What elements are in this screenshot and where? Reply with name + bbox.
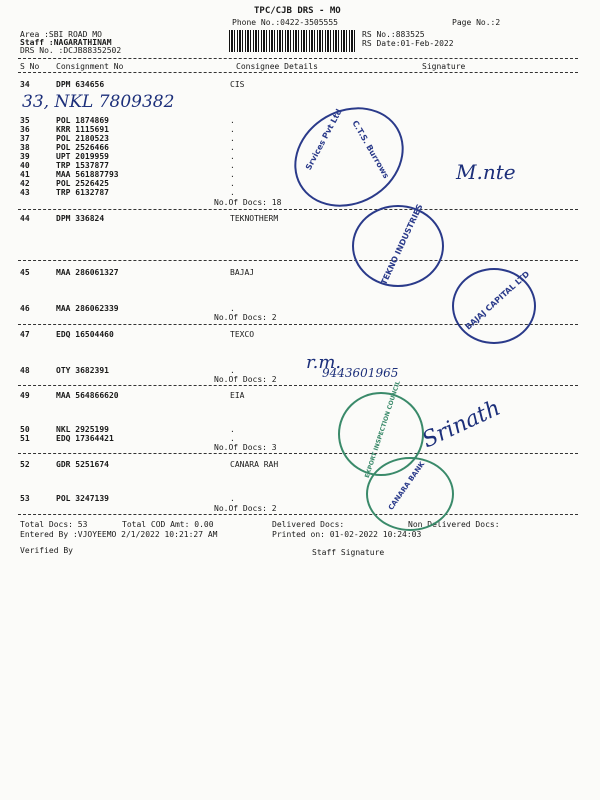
row-consignment: UPT 2019959 xyxy=(56,152,109,161)
barcode xyxy=(229,30,357,52)
row-consignment: TRP 1537877 xyxy=(56,161,109,170)
row-sno: 34 xyxy=(20,80,30,89)
signature: M.nte xyxy=(456,160,516,184)
row-sno: 38 xyxy=(20,143,30,152)
row-consignment: POL 2526466 xyxy=(56,143,109,152)
row-consignment: TRP 6132787 xyxy=(56,188,109,197)
document-title: TPC/CJB DRS - MO xyxy=(254,6,341,16)
row-sno: 40 xyxy=(20,161,30,170)
total-docs: Total Docs: 53 xyxy=(20,520,88,529)
signature: Srinath xyxy=(418,395,505,454)
row-consignee: . xyxy=(230,161,235,170)
printed-on: Printed on: 01-02-2022 10:24:03 xyxy=(272,530,422,539)
row-consignee: TEKNOTHERM xyxy=(230,214,279,223)
phone-number: Phone No.:0422-3505555 xyxy=(232,18,338,27)
divider xyxy=(18,58,578,59)
staff-label: Staff :NAGARATHINAM xyxy=(20,38,112,47)
row-sno: 39 xyxy=(20,152,30,161)
row-sno: 51 xyxy=(20,434,30,443)
stamp-text: EXPORT INSPECTION COUNCIL xyxy=(363,380,402,479)
divider xyxy=(18,385,578,386)
row-consignment: NKL 2925199 xyxy=(56,425,109,434)
drs-number: DRS No. :DCJB88352502 xyxy=(20,46,122,55)
row-consignee: . xyxy=(230,179,235,188)
row-consignee: . xyxy=(230,116,235,125)
row-consignment: MAA 286062339 xyxy=(56,304,119,313)
doc-count: No.Of Docs: 2 xyxy=(214,504,277,513)
row-sno: 53 xyxy=(20,494,30,503)
canara-bank-stamp xyxy=(366,457,454,531)
entered-by: Entered By :VJOYEEMO 2/1/2022 10:21:27 AM xyxy=(20,530,218,539)
row-consignment: POL 3247139 xyxy=(56,494,109,503)
row-consignee: . xyxy=(230,143,235,152)
row-consignee: . xyxy=(230,425,235,434)
row-consignee: . xyxy=(230,125,235,134)
rs-number: RS No.:883525 xyxy=(362,30,425,39)
row-sno: 37 xyxy=(20,134,30,143)
doc-count: No.Of Docs: 2 xyxy=(214,375,277,384)
stamp-text: TEKNO INDUSTRIES xyxy=(379,202,425,287)
row-sno: 35 xyxy=(20,116,30,125)
row-consignment: EDQ 16504460 xyxy=(56,330,114,339)
row-consignee: . xyxy=(230,170,235,179)
divider xyxy=(18,209,578,210)
row-consignment: POL 2180523 xyxy=(56,134,109,143)
row-consignment: DPM 634656 xyxy=(56,80,105,89)
row-consignment: MAA 286061327 xyxy=(56,268,119,277)
row-sno: 52 xyxy=(20,460,30,469)
signature: r.m. xyxy=(306,352,342,373)
row-consignee: . xyxy=(230,434,235,443)
row-consignee: CIS xyxy=(230,80,245,89)
rs-date: RS Date:01-Feb-2022 xyxy=(362,39,454,48)
row-consignee: . xyxy=(230,152,235,161)
row-consignment: GDR 5251674 xyxy=(56,460,109,469)
staff-signature: Staff Signature xyxy=(312,548,385,557)
row-sno: 43 xyxy=(20,188,30,197)
row-consignee: TEXCO xyxy=(230,330,255,339)
row-sno: 46 xyxy=(20,304,30,313)
row-consignee: . xyxy=(230,134,235,143)
doc-count: No.Of Docs: 2 xyxy=(214,313,277,322)
stamp-text: Srvices Pvt Ltd xyxy=(303,107,344,172)
row-sno: 45 xyxy=(20,268,30,277)
total-cod: Total COD Amt: 0.00 xyxy=(122,520,214,529)
row-sno: 49 xyxy=(20,391,30,400)
stamp-text: BAJAJ CAPITAL LTD xyxy=(463,269,532,332)
row-sno: 36 xyxy=(20,125,30,134)
page-number: Page No.:2 xyxy=(452,18,501,27)
row-sno: 50 xyxy=(20,425,30,434)
divider xyxy=(18,72,578,73)
non-delivered-docs: Non Delivered Docs: xyxy=(408,520,500,529)
divider xyxy=(18,514,578,515)
row-consignment: EDQ 17364421 xyxy=(56,434,114,443)
row-sno: 42 xyxy=(20,179,30,188)
row-consignment: DPM 336824 xyxy=(56,214,105,223)
row-consignee: . xyxy=(230,304,235,313)
divider xyxy=(18,260,578,261)
divider xyxy=(18,453,578,454)
row-consignee: . xyxy=(230,188,235,197)
row-consignment: OTY 3682391 xyxy=(56,366,109,375)
row-consignment: POL 2526425 xyxy=(56,179,109,188)
col-consignment: Consignment No xyxy=(56,62,124,71)
row-consignment: KRR 1115691 xyxy=(56,125,109,134)
verified-by: Verified By xyxy=(20,546,73,555)
row-consignment: MAA 564866620 xyxy=(56,391,119,400)
row-sno: 41 xyxy=(20,170,30,179)
row-consignee: CANARA RAH xyxy=(230,460,279,469)
row-sno: 44 xyxy=(20,214,30,223)
col-sno: S No xyxy=(20,62,40,71)
handwritten-note: 33, NKL 7809382 xyxy=(22,92,175,112)
row-sno: 48 xyxy=(20,366,30,375)
delivered-docs: Delivered Docs: xyxy=(272,520,345,529)
row-consignee: EIA xyxy=(230,391,245,400)
stamp-text: C.T.S. Burrows xyxy=(350,119,391,180)
doc-count: No.Of Docs: 18 xyxy=(214,198,282,207)
row-consignee: . xyxy=(230,494,235,503)
row-consignment: POL 1874869 xyxy=(56,116,109,125)
area-label: Area :SBI ROAD MO xyxy=(20,30,102,39)
row-consignee: BAJAJ xyxy=(230,268,255,277)
col-consignee: Consignee Details xyxy=(236,62,318,71)
handwritten-phone: 9443601965 xyxy=(322,366,399,380)
row-consignee: . xyxy=(230,366,235,375)
row-consignment: MAA 561887793 xyxy=(56,170,119,179)
col-signature: Signature xyxy=(422,62,466,71)
row-sno: 47 xyxy=(20,330,30,339)
doc-count: No.Of Docs: 3 xyxy=(214,443,277,452)
stamp-text: CANARA BANK xyxy=(386,460,427,512)
